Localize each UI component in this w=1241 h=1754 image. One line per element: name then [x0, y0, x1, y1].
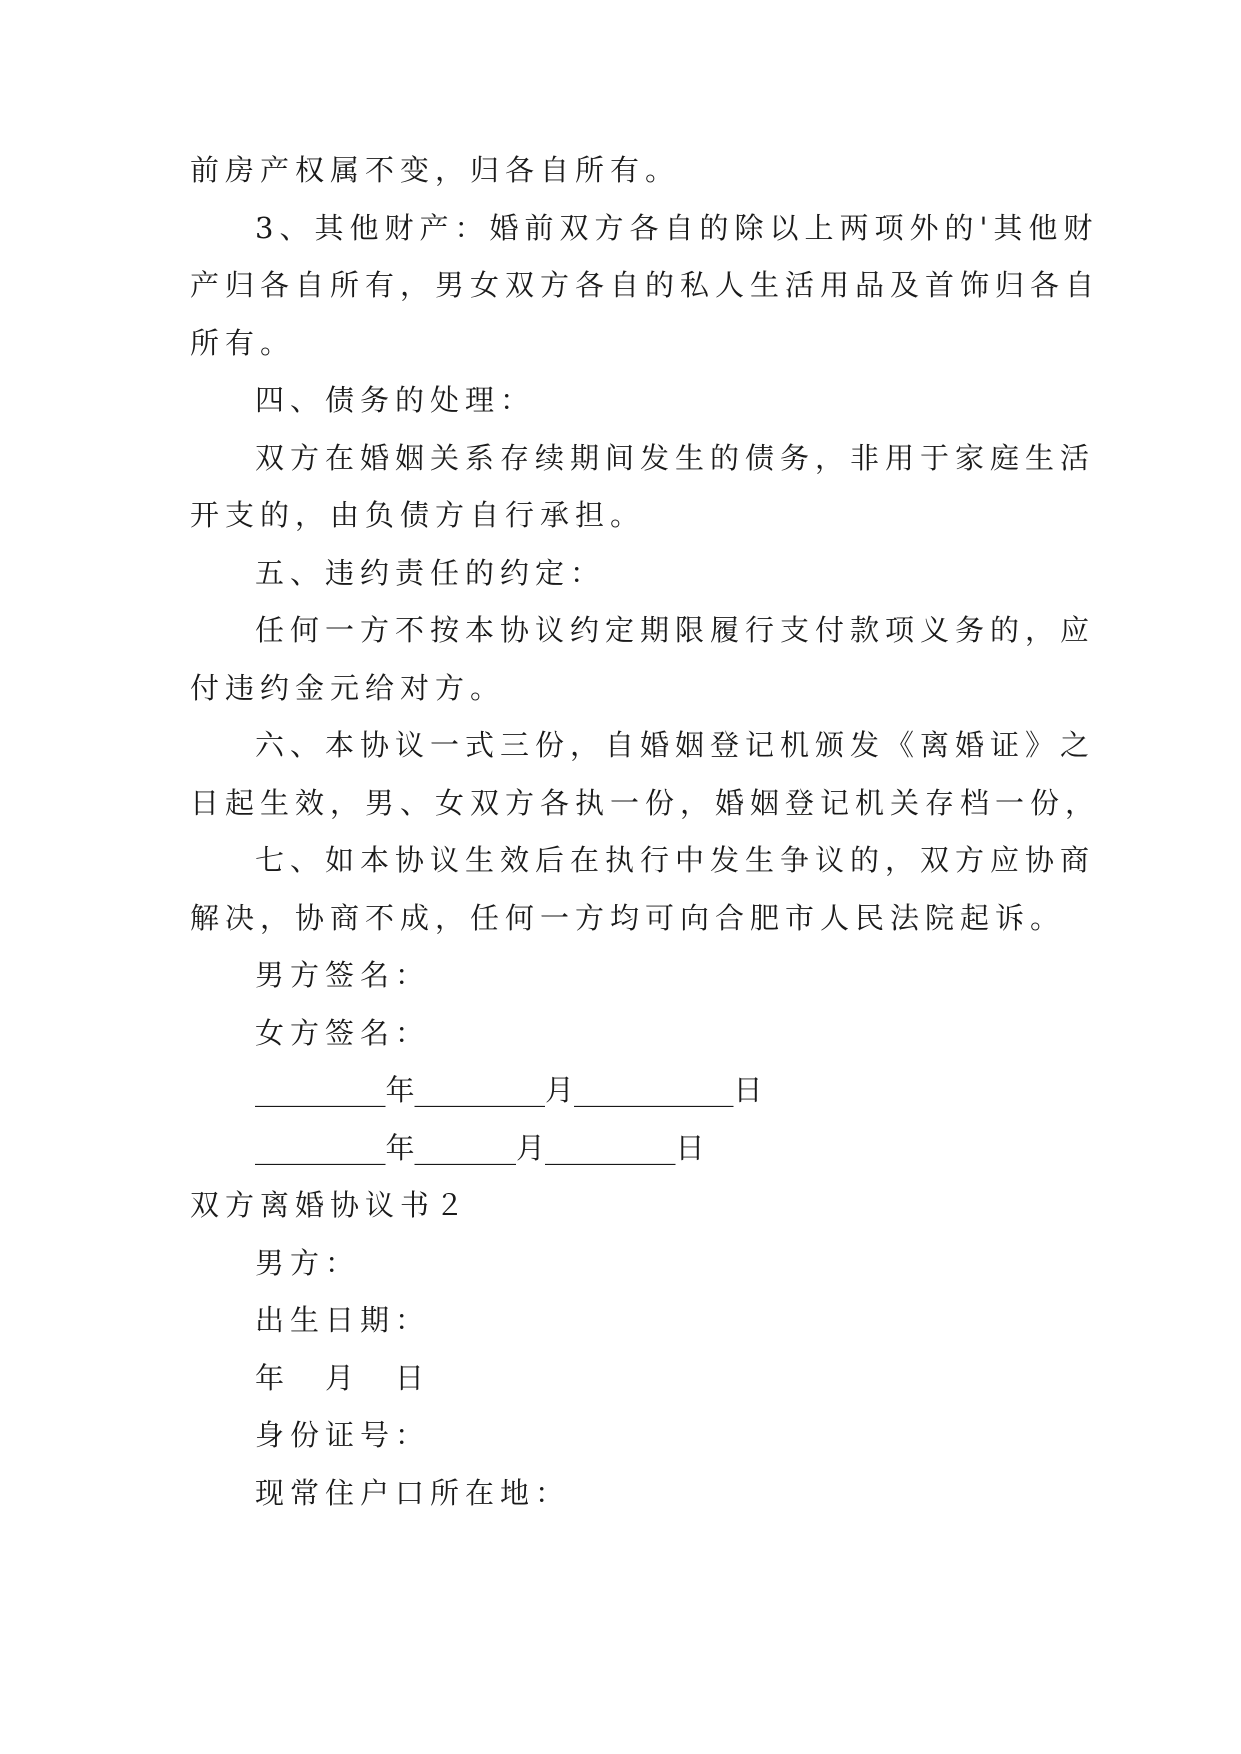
date-placeholder: 年 月 日 — [255, 1361, 431, 1395]
section-heading: 五、违约责任的约定： — [255, 556, 606, 590]
paragraph-line: 日起生效，男、女双方各执一份，婚姻登记机关存档一份， — [190, 786, 1101, 820]
date-line: _________年_______月_________日 — [255, 1131, 705, 1165]
field-label: 男方： — [255, 1246, 361, 1280]
male-signature-label: 男方签名： — [255, 958, 431, 992]
field-label: 身份证号： — [255, 1418, 431, 1452]
paragraph-line: 3、其他财产：婚前双方各自的除以上两项外的'其他财 — [255, 211, 1099, 245]
document-title: 双方离婚协议书２ — [190, 1188, 471, 1222]
paragraph-line: 开支的，由负债方自行承担。 — [190, 498, 646, 532]
paragraph-line: 解决，协商不成，任何一方均可向合肥市人民法院起诉。 — [190, 901, 1066, 935]
paragraph-line: 双方在婚姻关系存续期间发生的债务，非用于家庭生活 — [255, 441, 1096, 475]
date-line: _________年_________月___________日 — [255, 1073, 763, 1107]
field-label: 出生日期： — [255, 1303, 431, 1337]
female-signature-label: 女方签名： — [255, 1016, 431, 1050]
field-label: 现常住户口所在地： — [255, 1476, 571, 1510]
paragraph-line: 付违约金元给对方。 — [190, 671, 506, 705]
paragraph-line: 七、如本协议生效后在执行中发生争议的，双方应协商 — [255, 843, 1096, 877]
paragraph-line: 前房产权属不变，归各自所有。 — [190, 153, 681, 187]
paragraph-line: 所有。 — [190, 326, 296, 360]
paragraph-line: 产归各自所有，男女双方各自的私人生活用品及首饰归各自 — [190, 268, 1101, 302]
section-heading: 四、债务的处理： — [255, 383, 536, 417]
paragraph-line: 任何一方不按本协议约定期限履行支付款项义务的，应 — [255, 613, 1096, 647]
paragraph-line: 六、本协议一式三份，自婚姻登记机颁发《离婚证》之 — [255, 728, 1096, 762]
